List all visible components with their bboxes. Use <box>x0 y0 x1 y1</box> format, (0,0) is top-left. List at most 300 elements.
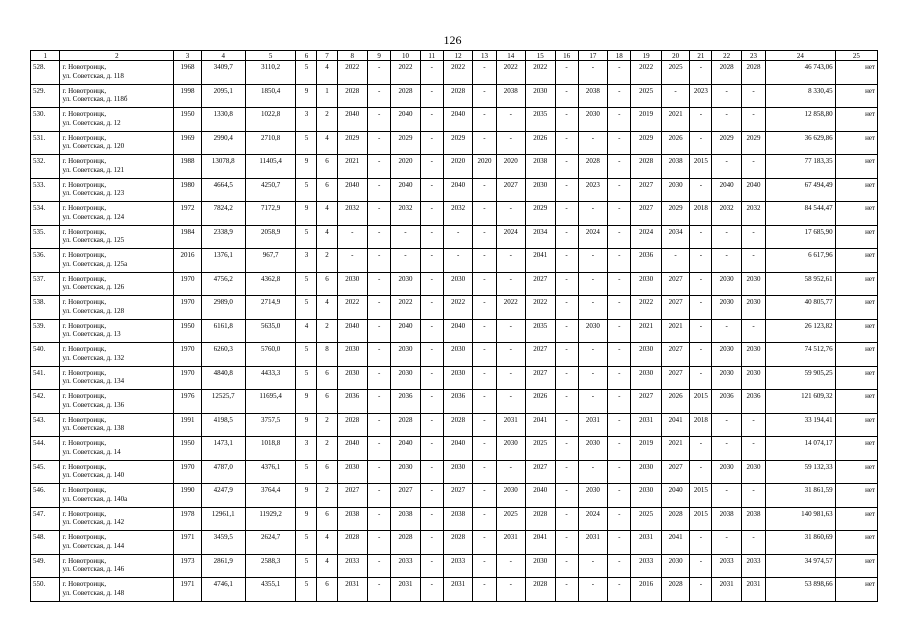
data-cell-col-21: - <box>690 319 712 343</box>
data-cell-col-8: 2022 <box>337 296 368 320</box>
data-cell-col-14: - <box>496 343 525 367</box>
data-cell-col-16: - <box>555 390 578 414</box>
data-cell-col-18: - <box>608 202 631 226</box>
data-cell-col-5: 1018,8 <box>245 437 296 461</box>
data-cell-col-11: - <box>420 366 443 390</box>
address-cell <box>60 178 174 202</box>
data-cell-col-7: 4 <box>317 531 337 555</box>
data-cell-col-15: 2035 <box>526 108 555 132</box>
data-cell-col-22: 2038 <box>712 507 741 531</box>
address-street: ул. Советская, д. 118 <box>62 71 124 80</box>
data-cell-col-8: 2032 <box>337 202 368 226</box>
data-cell-col-8: - <box>337 225 368 249</box>
table-row <box>31 84 878 108</box>
data-cell-col-12: 2028 <box>443 531 472 555</box>
data-cell-col-19: 2031 <box>631 531 662 555</box>
address-street: ул. Советская, д. 140 <box>62 471 125 479</box>
data-cell-col-20: 2027 <box>661 296 689 320</box>
data-cell-col-17: 2030 <box>578 319 607 343</box>
column-number-2: 2 <box>60 51 174 61</box>
data-cell-col-14: 2025 <box>496 507 525 531</box>
data-cell-col-13: - <box>473 578 496 602</box>
data-cell-col-12: 2028 <box>443 413 472 437</box>
data-cell-col-5: 2058,9 <box>245 225 296 249</box>
table-row <box>31 108 878 132</box>
data-cell-col-9: - <box>368 249 391 273</box>
table-row <box>31 202 878 226</box>
address-cell <box>60 108 174 132</box>
data-cell-col-19: 2036 <box>631 249 662 273</box>
row-number-cell: 532. <box>31 155 60 179</box>
data-cell-col-19: 2027 <box>631 202 662 226</box>
data-cell-col-16: - <box>555 319 578 343</box>
data-cell-col-15: 2028 <box>526 578 555 602</box>
table-row <box>31 249 878 273</box>
data-cell-col-3: 1969 <box>174 131 201 155</box>
data-cell-col-18: - <box>608 554 631 578</box>
data-cell-col-22: - <box>712 108 741 132</box>
data-cell-col-4: 3409,7 <box>201 61 245 85</box>
data-cell-col-4: 6161,8 <box>201 319 245 343</box>
data-cell-col-5: 2624,7 <box>245 531 296 555</box>
data-cell-col-13: - <box>473 390 496 414</box>
data-cell-col-9: - <box>368 484 391 508</box>
data-cell-col-10: - <box>391 225 420 249</box>
data-cell-col-10: 2040 <box>391 437 420 461</box>
data-cell-col-5: 3757,5 <box>245 413 296 437</box>
data-cell-col-17: 2028 <box>578 155 607 179</box>
data-cell-col-8: 2040 <box>337 319 368 343</box>
address-city: г. Новотроицк, <box>62 63 107 71</box>
row-number-cell: 540. <box>31 343 60 367</box>
data-cell-col-10: 2040 <box>391 108 420 132</box>
data-cell-col-21: - <box>690 460 712 484</box>
data-cell-col-11: - <box>420 460 443 484</box>
data-cell-col-15: 2027 <box>526 343 555 367</box>
address-cell <box>60 225 174 249</box>
address-street: ул. Советская, д. 125 <box>62 236 125 244</box>
status-cell: нет <box>835 84 877 108</box>
data-cell-col-23: - <box>741 84 765 108</box>
data-cell-col-23: 2030 <box>741 460 765 484</box>
data-cell-col-6: 3 <box>296 437 317 461</box>
data-cell-col-7: 4 <box>317 131 337 155</box>
address-cell <box>60 578 174 602</box>
data-cell-col-19: 2028 <box>631 155 662 179</box>
data-cell-col-6: 5 <box>296 225 317 249</box>
data-cell-col-3: 1971 <box>174 578 201 602</box>
total-cost-cell: 36 629,86 <box>766 131 836 155</box>
data-cell-col-10: 2028 <box>391 413 420 437</box>
data-cell-col-9: - <box>368 178 391 202</box>
data-cell-col-13: - <box>473 507 496 531</box>
data-cell-col-14: 2030 <box>496 437 525 461</box>
data-cell-col-3: 1968 <box>174 61 201 85</box>
data-cell-col-13: - <box>473 249 496 273</box>
data-cell-col-14: - <box>496 366 525 390</box>
data-cell-col-10: 2028 <box>391 531 420 555</box>
data-cell-col-23: 2040 <box>741 178 765 202</box>
address-city: г. Новотроицк, <box>62 321 107 330</box>
data-cell-col-8: 2028 <box>337 531 368 555</box>
data-cell-col-15: 2030 <box>526 178 555 202</box>
data-cell-col-12: 2030 <box>443 460 472 484</box>
data-cell-col-20: 2025 <box>661 61 689 85</box>
row-number-cell: 536. <box>31 249 60 273</box>
data-cell-col-13: - <box>473 202 496 226</box>
data-cell-col-18: - <box>608 578 631 602</box>
data-cell-col-12: - <box>443 249 472 273</box>
data-cell-col-13: - <box>473 108 496 132</box>
table-row <box>31 578 878 602</box>
status-cell: нет <box>835 178 877 202</box>
data-cell-col-18: - <box>608 366 631 390</box>
data-cell-col-20: 2027 <box>661 366 689 390</box>
data-cell-col-22: 2028 <box>712 61 741 85</box>
data-cell-col-17: 2024 <box>578 507 607 531</box>
data-cell-col-22: 2029 <box>712 131 741 155</box>
data-cell-col-3: 1970 <box>174 296 201 320</box>
address-street: ул. Советская, д. 142 <box>62 518 125 526</box>
address-street: ул. Советская, д. 123 <box>62 189 125 197</box>
column-number-10: 10 <box>391 51 420 61</box>
total-cost-cell: 31 861,59 <box>766 484 836 508</box>
data-cell-col-7: 6 <box>317 390 337 414</box>
data-cell-col-4: 2338,9 <box>201 225 245 249</box>
data-cell-col-16: - <box>555 272 578 296</box>
data-cell-col-16: - <box>555 202 578 226</box>
data-cell-col-23: 2033 <box>741 554 765 578</box>
table-row <box>31 460 878 484</box>
address-cell <box>60 249 174 273</box>
data-cell-col-22: 2030 <box>712 272 741 296</box>
data-cell-col-12: 2033 <box>443 554 472 578</box>
data-cell-col-17: - <box>578 390 607 414</box>
data-cell-col-17: 2030 <box>578 437 607 461</box>
table-row <box>31 507 878 531</box>
table-row <box>31 155 878 179</box>
data-cell-col-9: - <box>368 413 391 437</box>
total-cost-cell: 140 981,63 <box>766 507 836 531</box>
data-cell-col-16: - <box>555 155 578 179</box>
data-cell-col-22: 2030 <box>712 460 741 484</box>
column-number-9: 9 <box>368 51 391 61</box>
data-cell-col-10: 2030 <box>391 366 420 390</box>
data-cell-col-23: - <box>741 155 765 179</box>
data-cell-col-5: 7172,9 <box>245 202 296 226</box>
column-number-19: 19 <box>631 51 662 61</box>
data-cell-col-10: 2030 <box>391 343 420 367</box>
data-cell-col-12: 2022 <box>443 296 472 320</box>
data-cell-col-14: - <box>496 108 525 132</box>
data-cell-col-17: - <box>578 343 607 367</box>
data-cell-col-12: 2030 <box>443 272 472 296</box>
address-city: г. Новотроицк, <box>62 462 107 471</box>
data-cell-col-16: - <box>555 554 578 578</box>
data-cell-col-9: - <box>368 554 391 578</box>
data-cell-col-11: - <box>420 249 443 273</box>
row-number-cell: 530. <box>31 108 60 132</box>
data-cell-col-4: 4787,0 <box>201 460 245 484</box>
data-cell-col-23: 2030 <box>741 272 765 296</box>
status-cell: нет <box>835 61 877 85</box>
data-cell-col-23: - <box>741 108 765 132</box>
data-cell-col-9: - <box>368 319 391 343</box>
data-cell-col-6: 5 <box>296 343 317 367</box>
data-cell-col-3: 1990 <box>174 484 201 508</box>
data-cell-col-23: 2030 <box>741 366 765 390</box>
data-cell-col-4: 13078,8 <box>201 155 245 179</box>
total-cost-cell: 67 494,49 <box>766 178 836 202</box>
data-cell-col-3: 1980 <box>174 178 201 202</box>
address-street: ул. Советская, д. 126 <box>62 283 125 291</box>
data-cell-col-22: 2030 <box>712 296 741 320</box>
data-cell-col-17: 2023 <box>578 178 607 202</box>
data-cell-col-14: - <box>496 319 525 343</box>
data-cell-col-22: - <box>712 155 741 179</box>
data-cell-col-10: 2032 <box>391 202 420 226</box>
data-cell-col-14: 2031 <box>496 531 525 555</box>
data-cell-col-13: - <box>473 272 496 296</box>
data-cell-col-4: 4198,5 <box>201 413 245 437</box>
row-number-cell: 528. <box>31 61 60 85</box>
data-cell-col-23: 2031 <box>741 578 765 602</box>
column-number-24: 24 <box>766 51 836 61</box>
data-cell-col-4: 7824,2 <box>201 202 245 226</box>
data-cell-col-20: 2040 <box>661 484 689 508</box>
data-cell-col-14: - <box>496 554 525 578</box>
address-city: г. Новотроицк, <box>62 486 107 494</box>
table-row <box>31 484 878 508</box>
data-cell-col-16: - <box>555 437 578 461</box>
data-cell-col-10: 2040 <box>391 319 420 343</box>
address-street: ул. Советская, д. 140а <box>62 494 128 503</box>
address-cell <box>60 460 174 484</box>
data-cell-col-6: 5 <box>296 366 317 390</box>
data-cell-col-6: 5 <box>296 578 317 602</box>
data-cell-col-15: 2028 <box>526 507 555 531</box>
data-cell-col-17: - <box>578 366 607 390</box>
address-cell <box>60 507 174 531</box>
table-row <box>31 554 878 578</box>
data-cell-col-6: 5 <box>296 531 317 555</box>
data-cell-col-9: - <box>368 272 391 296</box>
data-cell-col-17: 2031 <box>578 413 607 437</box>
data-cell-col-11: - <box>420 155 443 179</box>
data-cell-col-6: 9 <box>296 155 317 179</box>
data-cell-col-11: - <box>420 61 443 85</box>
column-number-18: 18 <box>608 51 631 61</box>
total-cost-cell: 31 860,69 <box>766 531 836 555</box>
data-cell-col-19: 2029 <box>631 131 662 155</box>
data-cell-col-10: 2022 <box>391 296 420 320</box>
data-cell-col-14: - <box>496 202 525 226</box>
data-cell-col-7: 4 <box>317 61 337 85</box>
address-city: г. Новотроицк, <box>62 580 107 588</box>
data-cell-col-12: 2040 <box>443 319 472 343</box>
data-cell-col-10: 2030 <box>391 460 420 484</box>
data-cell-col-11: - <box>420 554 443 578</box>
data-cell-col-12: 2032 <box>443 202 472 226</box>
data-cell-col-13: - <box>473 296 496 320</box>
data-cell-col-3: 1970 <box>174 272 201 296</box>
data-cell-col-16: - <box>555 343 578 367</box>
data-cell-col-11: - <box>420 507 443 531</box>
data-cell-col-22: - <box>712 249 741 273</box>
data-cell-col-18: - <box>608 84 631 108</box>
address-cell <box>60 531 174 555</box>
data-cell-col-21: - <box>690 131 712 155</box>
data-cell-col-11: - <box>420 131 443 155</box>
address-cell <box>60 84 174 108</box>
data-cell-col-21: 2015 <box>690 507 712 531</box>
row-number-cell: 549. <box>31 554 60 578</box>
address-cell <box>60 319 174 343</box>
data-cell-col-18: - <box>608 272 631 296</box>
data-cell-col-7: 4 <box>317 202 337 226</box>
row-number-cell: 548. <box>31 531 60 555</box>
data-cell-col-16: - <box>555 413 578 437</box>
data-cell-col-21: - <box>690 225 712 249</box>
data-cell-col-16: - <box>555 84 578 108</box>
status-cell: нет <box>835 319 877 343</box>
column-number-4: 4 <box>201 51 245 61</box>
data-cell-col-4: 1473,1 <box>201 437 245 461</box>
data-cell-col-22: - <box>712 84 741 108</box>
data-cell-col-12: 2040 <box>443 108 472 132</box>
data-cell-col-8: 2040 <box>337 437 368 461</box>
data-cell-col-14: 2038 <box>496 84 525 108</box>
data-cell-col-5: 1022,8 <box>245 108 296 132</box>
data-cell-col-7: 6 <box>317 178 337 202</box>
data-cell-col-12: 2040 <box>443 437 472 461</box>
data-cell-col-11: - <box>420 578 443 602</box>
data-cell-col-11: - <box>420 296 443 320</box>
data-cell-col-18: - <box>608 437 631 461</box>
status-cell: нет <box>835 531 877 555</box>
address-street: ул. Советская, д. 134 <box>62 377 125 385</box>
status-cell: нет <box>835 460 877 484</box>
data-cell-col-19: 2024 <box>631 225 662 249</box>
data-cell-col-5: 2714,9 <box>245 296 296 320</box>
data-cell-col-13: - <box>473 319 496 343</box>
data-cell-col-4: 4664,5 <box>201 178 245 202</box>
data-cell-col-6: 5 <box>296 272 317 296</box>
data-cell-col-20: 2026 <box>661 390 689 414</box>
column-number-11: 11 <box>420 51 443 61</box>
data-cell-col-9: - <box>368 366 391 390</box>
data-cell-col-9: - <box>368 507 391 531</box>
data-cell-col-12: 2027 <box>443 484 472 508</box>
data-cell-col-7: 6 <box>317 272 337 296</box>
data-cell-col-8: 2036 <box>337 390 368 414</box>
row-number-cell: 544. <box>31 437 60 461</box>
total-cost-cell: 74 512,76 <box>766 343 836 367</box>
address-street: ул. Советская, д. 120 <box>62 142 125 150</box>
address-city: г. Новотроицк, <box>62 86 107 95</box>
data-cell-col-12: 2040 <box>443 178 472 202</box>
page-number: 126 <box>443 33 462 47</box>
data-cell-col-7: 4 <box>317 296 337 320</box>
data-cell-col-14: - <box>496 578 525 602</box>
data-cell-col-6: 9 <box>296 390 317 414</box>
data-cell-col-10: 2022 <box>391 61 420 85</box>
data-cell-col-15: 2029 <box>526 202 555 226</box>
data-cell-col-8: 2038 <box>337 507 368 531</box>
address-city: г. Новотроицк, <box>62 533 107 541</box>
data-cell-col-17: - <box>578 61 607 85</box>
data-cell-col-3: 1971 <box>174 531 201 555</box>
table-body <box>31 61 878 602</box>
data-cell-col-7: 6 <box>317 366 337 390</box>
data-cell-col-17: 2031 <box>578 531 607 555</box>
row-number-cell: 550. <box>31 578 60 602</box>
data-cell-col-6: 5 <box>296 131 317 155</box>
table-row <box>31 272 878 296</box>
data-cell-col-21: - <box>690 366 712 390</box>
data-cell-col-15: 2022 <box>526 296 555 320</box>
data-cell-col-13: - <box>473 131 496 155</box>
status-cell: нет <box>835 131 877 155</box>
data-cell-col-3: 1976 <box>174 390 201 414</box>
data-cell-col-3: 1970 <box>174 366 201 390</box>
data-cell-col-6: 9 <box>296 484 317 508</box>
data-cell-col-12: 2038 <box>443 507 472 531</box>
data-cell-col-17: - <box>578 460 607 484</box>
data-cell-col-7: 6 <box>317 507 337 531</box>
column-number-12: 12 <box>443 51 472 61</box>
data-cell-col-7: 2 <box>317 437 337 461</box>
data-cell-col-12: 2028 <box>443 84 472 108</box>
data-cell-col-15: 2041 <box>526 531 555 555</box>
data-cell-col-21: - <box>690 554 712 578</box>
data-cell-col-9: - <box>368 61 391 85</box>
data-cell-col-21: - <box>690 272 712 296</box>
data-cell-col-11: - <box>420 84 443 108</box>
data-cell-col-20: 2041 <box>661 413 689 437</box>
column-number-1: 1 <box>31 51 60 61</box>
data-cell-col-5: 4433,3 <box>245 366 296 390</box>
data-cell-col-14: 2020 <box>496 155 525 179</box>
data-cell-col-9: - <box>368 225 391 249</box>
data-cell-col-20: - <box>661 84 689 108</box>
data-cell-col-8: 2022 <box>337 61 368 85</box>
data-cell-col-13: - <box>473 437 496 461</box>
data-cell-col-8: 2029 <box>337 131 368 155</box>
data-cell-col-18: - <box>608 131 631 155</box>
status-cell: нет <box>835 249 877 273</box>
data-cell-col-16: - <box>555 296 578 320</box>
data-cell-col-9: - <box>368 131 391 155</box>
data-cell-col-11: - <box>420 437 443 461</box>
data-cell-col-11: - <box>420 272 443 296</box>
table-row <box>31 390 878 414</box>
total-cost-cell: 59 132,33 <box>766 460 836 484</box>
address-street: ул. Советская, д. 12 <box>62 118 121 127</box>
data-cell-col-16: - <box>555 249 578 273</box>
data-cell-col-18: - <box>608 249 631 273</box>
data-cell-col-11: - <box>420 319 443 343</box>
total-cost-cell: 14 074,17 <box>766 437 836 461</box>
data-cell-col-15: 2040 <box>526 484 555 508</box>
data-cell-col-21: - <box>690 178 712 202</box>
data-cell-col-13: - <box>473 61 496 85</box>
data-cell-col-8: 2021 <box>337 155 368 179</box>
data-cell-col-8: - <box>337 249 368 273</box>
data-cell-col-20: 2028 <box>661 578 689 602</box>
data-cell-col-22: - <box>712 413 741 437</box>
data-cell-col-7: 8 <box>317 343 337 367</box>
